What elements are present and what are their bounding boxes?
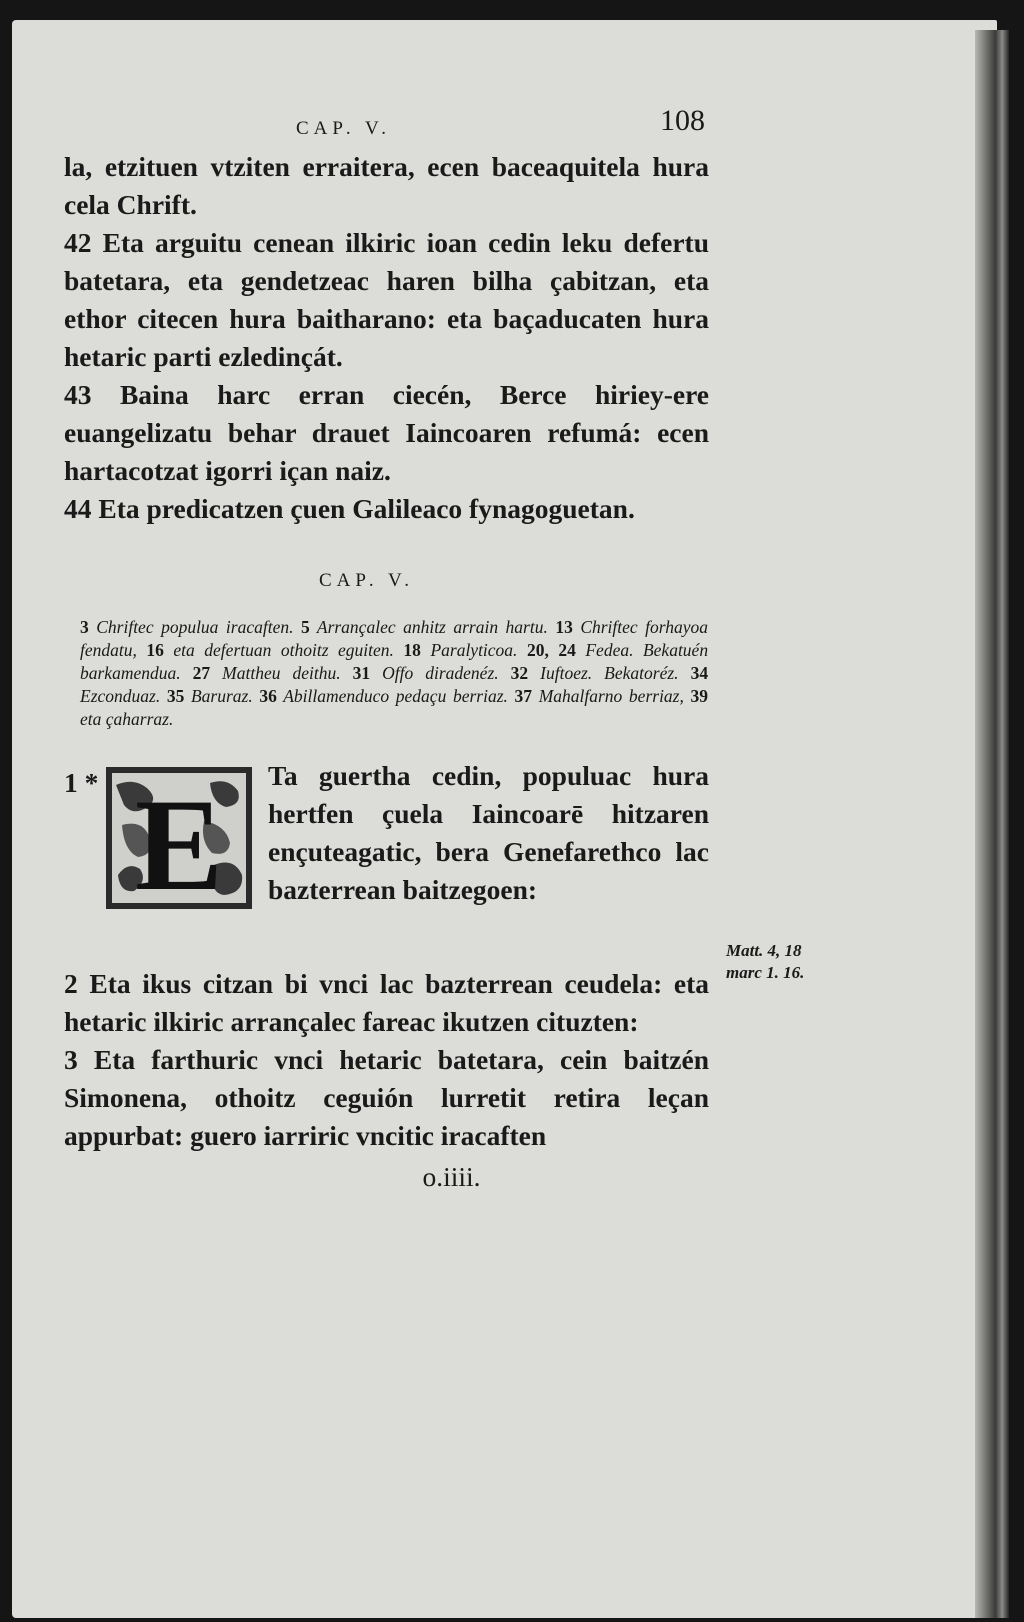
book-spine [975,30,1009,1618]
paragraph: la, etzituen vtziten erraitera, ecen baceaquitela hura cela Chrift. [64,151,709,220]
paragraph: 42 Eta arguitu cenean ilkiric ioan cedin leku defertu batetara, eta gendetzeac haren bilha çabitzan, eta ethor citecen hura baitharano: eta baçaducaten hura hetaric parti ezledinçát. [64,227,709,372]
running-head-chapter: CAP. V. [296,118,392,139]
ornamental-initial-icon [104,765,254,911]
verse-1 [64,757,709,957]
running-head [64,100,709,148]
signature-mark: o.iiii. [422,1161,481,1192]
paragraph: 44 Eta predicatzen çuen Galileaco fynagoguetan. [64,493,635,524]
paragraph: 3 Eta farthuric vnci hetaric batetara, cein baitzén Simonena, othoitz ceguión lurretit retira leçan appurbat: guero iarriric vncitic iracaften [64,1044,709,1151]
chapter-heading: CAP. V. [318,570,415,591]
svg-text:E: E [134,771,224,911]
verse-text: Ta guertha cedin, populuac hura hertfen çuela Iaincoarē hitzaren ençuteagatic, bera Genefarethco lac bazterrean baitzegoen: [268,760,709,905]
chapter-summary: 3 Chriftec populua iracaften. 5 Arrançalec anhitz arrain hartu. 13 Chriftec forhayoa fendatu, 16 eta defertuan othoitz eguiten. 18 Paralyticoa. 20, 24 Fedea. Bekatuén barkamendua. 27 Mattheu deithu. 31 Offo diradenéz. 32 Iuftoez. Bekatoréz. 34 Ezconduaz. 35 Baruraz. 36 Abillamenduco pedaçu berriaz. 37 Mahalfarno berriaz, 39 eta çaharraz. [80,617,709,729]
margin-reference: Matt. 4, 18 marc 1. 16. [726,941,805,982]
verse-number: 1 * [64,767,99,798]
page-number: 108 [660,104,705,137]
paragraph: 2 Eta ikus citzan bi vnci lac bazterrean ceudela: eta hetaric ilkiric arrançalec fareac ikutzen cituzten: [64,968,709,1037]
paragraph: 43 Baina harc erran ciecén, Berce hiriey-ere euangelizatu behar drauet Iaincoaren refumá: ecen hartacotzat igorri içan naiz. [64,379,709,486]
page-content [64,100,709,1193]
